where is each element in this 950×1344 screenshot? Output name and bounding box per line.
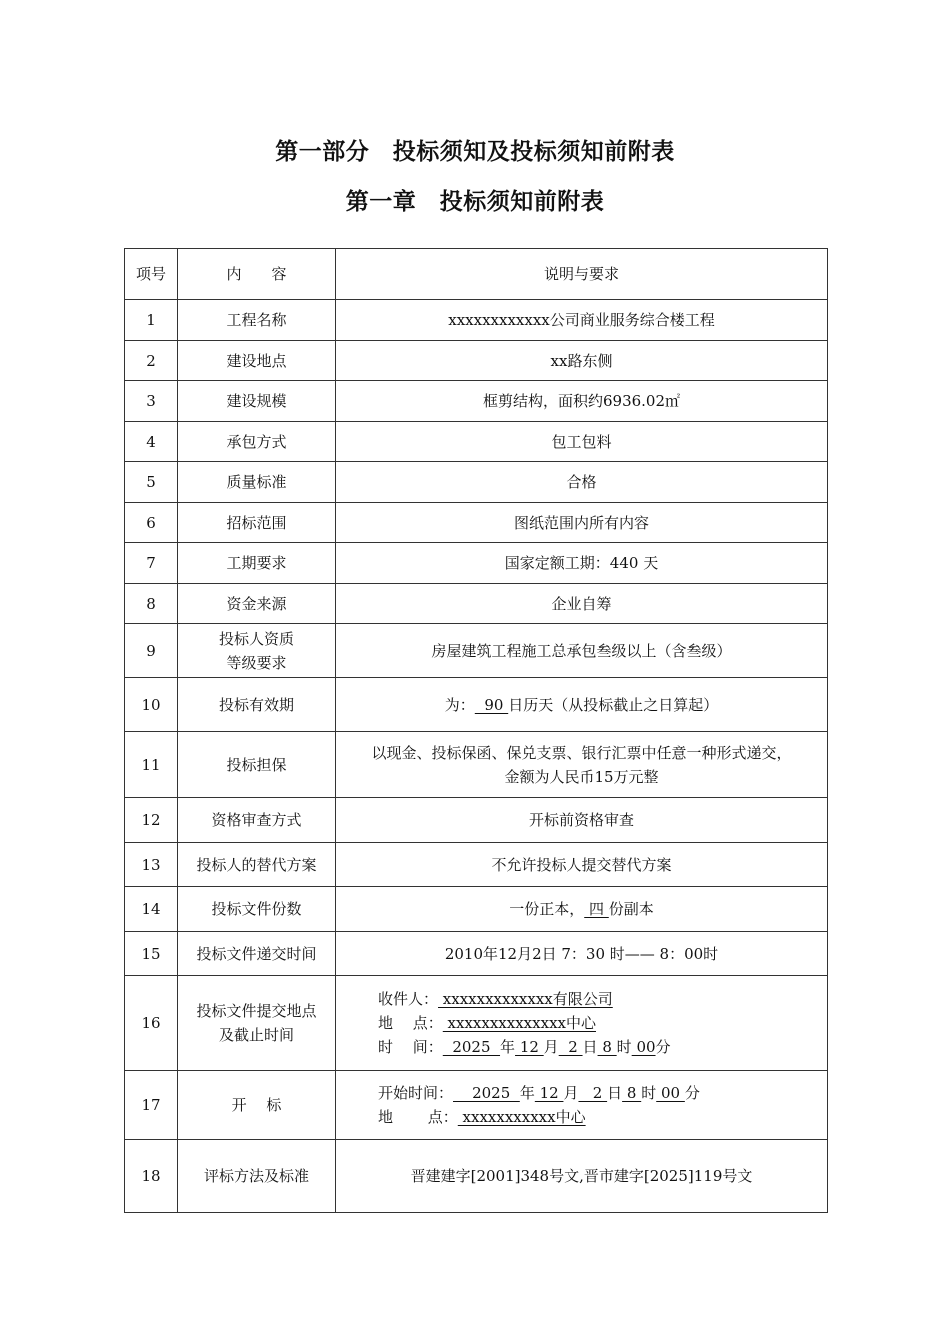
row-desc: 框剪结构，面积约6936.02㎡ [336, 381, 828, 422]
copies-suffix: 份副本 [608, 900, 654, 918]
month-unit: 月 [563, 1084, 579, 1102]
row-desc [336, 1071, 828, 1140]
row-desc: 包工包料 [336, 422, 828, 462]
row-item: 投标人的替代方案 [178, 843, 336, 887]
table-header-row [125, 249, 828, 300]
row-desc [336, 732, 828, 798]
row-no: 1 [125, 300, 178, 341]
table-row [125, 624, 828, 678]
header-item: 内 容 [178, 249, 336, 300]
opening-time-line [378, 1081, 821, 1105]
row-no: 3 [125, 381, 178, 422]
row-desc: 国家定额工期：440 天 [336, 543, 828, 584]
row-desc: 晋建建字[2001]348号文,晋市建字[2025]119号文 [336, 1140, 828, 1213]
row-desc: 企业自筹 [336, 584, 828, 624]
row-item: 投标文件份数 [178, 887, 336, 932]
row-item [178, 624, 336, 678]
row-no: 16 [125, 976, 178, 1071]
place-label: 地 点： [378, 1108, 458, 1126]
row-no: 7 [125, 543, 178, 584]
validity-days: 90 [474, 695, 509, 714]
validity-suffix: 日历天（从投标截止之日算起） [508, 695, 719, 714]
opening-month: 12 [534, 1084, 564, 1102]
row-desc [336, 976, 828, 1071]
deadline-year: 2025 [442, 1038, 501, 1056]
place-line [378, 1011, 821, 1035]
table-row [125, 843, 828, 887]
row-no: 13 [125, 843, 178, 887]
deadline-minute: 00 [631, 1038, 656, 1056]
table-row [125, 932, 828, 976]
table-row [125, 798, 828, 843]
table-row [125, 422, 828, 462]
day-unit: 日 [582, 1038, 598, 1056]
table-row [125, 462, 828, 503]
row-item-line: 及截止时间 [218, 1026, 294, 1044]
row-desc-line: 以现金、投标保函、保兑支票、银行汇票中任意一种形式递交， [371, 743, 792, 762]
year-unit: 年 [500, 1038, 516, 1056]
row-item-line: 等级要求 [226, 653, 287, 672]
row-item: 开 标 [178, 1071, 336, 1140]
row-desc-line: 金额为人民币15万元整 [504, 767, 659, 786]
bid-instructions-table [124, 248, 828, 1213]
row-no: 8 [125, 584, 178, 624]
row-desc: 合格 [336, 462, 828, 503]
table-row [125, 1140, 828, 1213]
row-no: 9 [125, 624, 178, 678]
row-no: 17 [125, 1071, 178, 1140]
opening-place-value: xxxxxxxxxxx中心 [457, 1108, 586, 1126]
opening-place-line [378, 1105, 821, 1129]
table-row [125, 503, 828, 543]
table-row [125, 381, 828, 422]
row-no: 18 [125, 1140, 178, 1213]
row-no: 6 [125, 503, 178, 543]
row-desc [336, 887, 828, 932]
row-no: 15 [125, 932, 178, 976]
recipient-line [378, 987, 821, 1011]
row-no: 11 [125, 732, 178, 798]
place-value: xxxxxxxxxxxxxx中心 [442, 1014, 596, 1032]
row-no: 14 [125, 887, 178, 932]
table-row [125, 678, 828, 732]
day-unit: 日 [607, 1084, 623, 1102]
row-desc: 不允许投标人提交替代方案 [336, 843, 828, 887]
header-desc: 说明与要求 [336, 249, 828, 300]
deadline-month: 12 [515, 1038, 544, 1056]
table-row [125, 300, 828, 341]
opening-year: 2025 [453, 1084, 520, 1102]
row-no: 4 [125, 422, 178, 462]
row-desc: 2010年12月2日 7：30 时—— 8：00时 [336, 932, 828, 976]
hour-unit: 时 [616, 1038, 632, 1056]
row-no: 5 [125, 462, 178, 503]
row-no: 2 [125, 341, 178, 381]
header-no: 项号 [125, 249, 178, 300]
hour-unit: 时 [641, 1084, 657, 1102]
time-label: 时 间： [378, 1038, 443, 1056]
row-item-line: 投标人资质 [218, 629, 294, 648]
part-title: 第一部分 投标须知及投标须知前附表 [275, 139, 675, 165]
row-item: 承包方式 [178, 422, 336, 462]
copies-prefix: 一份正本， [509, 900, 585, 918]
table-row [125, 584, 828, 624]
opening-minute: 00 [656, 1084, 685, 1102]
row-item: 工期要求 [178, 543, 336, 584]
year-unit: 年 [519, 1084, 535, 1102]
row-item: 投标文件递交时间 [178, 932, 336, 976]
minute-unit: 分 [684, 1084, 700, 1102]
row-no: 12 [125, 798, 178, 843]
validity-prefix: 为： [444, 695, 475, 714]
row-item: 工程名称 [178, 300, 336, 341]
table-row [125, 976, 828, 1071]
table-row [125, 341, 828, 381]
table-row [125, 887, 828, 932]
row-desc: 开标前资格审查 [336, 798, 828, 843]
recipient-value: xxxxxxxxxxxxx有限公司 [438, 990, 613, 1008]
recipient-label: 收件人： [378, 990, 439, 1008]
copies-count: 四 [584, 900, 609, 918]
row-desc: xx路东侧 [336, 341, 828, 381]
opening-day: 2 [578, 1084, 608, 1102]
row-item-line: 投标文件提交地点 [196, 1002, 317, 1020]
row-no: 10 [125, 678, 178, 732]
row-item: 建设规模 [178, 381, 336, 422]
place-label: 地 点： [378, 1014, 443, 1032]
deadline-line [378, 1035, 821, 1059]
row-desc [336, 678, 828, 732]
table-row [125, 732, 828, 798]
opening-hour: 8 [622, 1084, 642, 1102]
row-item [178, 976, 336, 1071]
start-label: 开始时间： [378, 1084, 454, 1102]
deadline-day: 2 [558, 1038, 583, 1056]
row-item: 招标范围 [178, 503, 336, 543]
row-desc: 图纸范围内所有内容 [336, 503, 828, 543]
row-desc: 房屋建筑工程施工总承包叁级以上（含叁级） [336, 624, 828, 678]
row-item: 资格审查方式 [178, 798, 336, 843]
row-item: 投标担保 [178, 732, 336, 798]
row-item: 投标有效期 [178, 678, 336, 732]
row-item: 建设地点 [178, 341, 336, 381]
minute-unit: 分 [655, 1038, 671, 1056]
chapter-title: 第一章 投标须知前附表 [345, 189, 605, 215]
deadline-hour: 8 [597, 1038, 617, 1056]
row-item: 质量标准 [178, 462, 336, 503]
row-item: 资金来源 [178, 584, 336, 624]
table-row [125, 1071, 828, 1140]
row-item: 评标方法及标准 [178, 1140, 336, 1213]
table-row [125, 543, 828, 584]
row-desc: xxxxxxxxxxxx公司商业服务综合楼工程 [336, 300, 828, 341]
month-unit: 月 [543, 1038, 559, 1056]
